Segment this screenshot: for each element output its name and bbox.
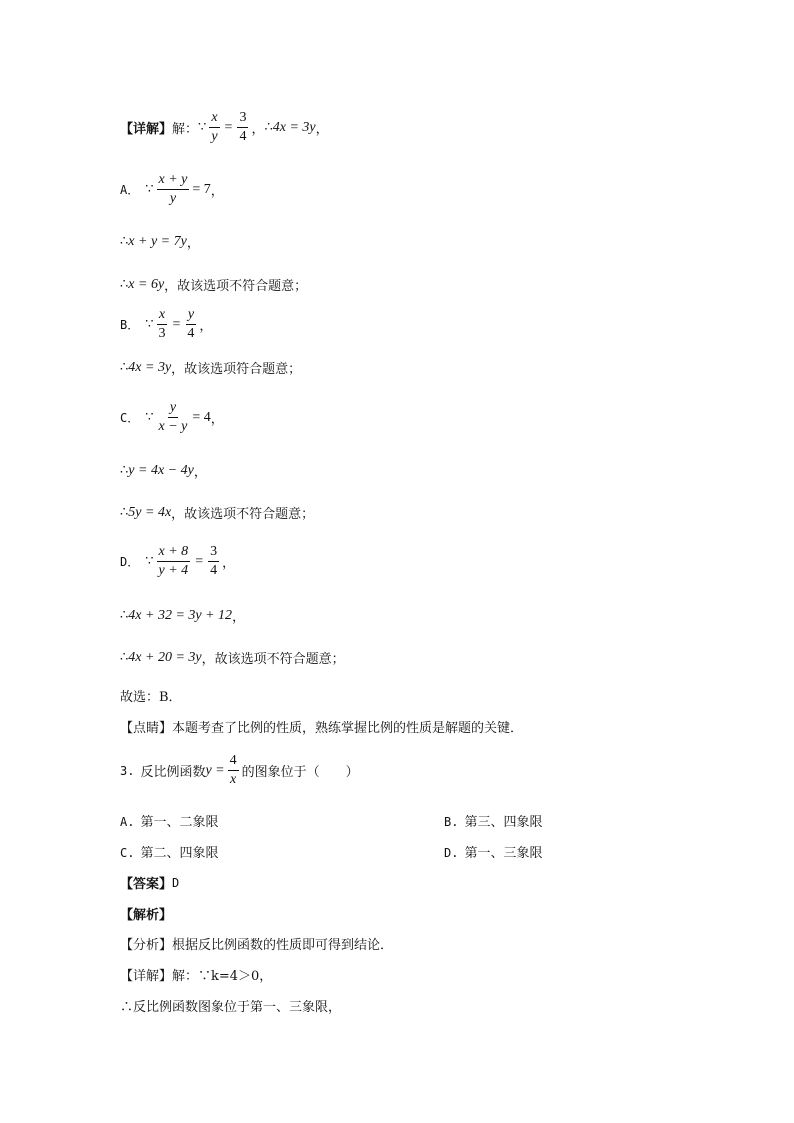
choice-text: 第二、四象限 <box>140 846 219 861</box>
therefore-symbol: ∴ <box>120 650 129 665</box>
numerator: y <box>168 400 178 418</box>
comma: ， <box>186 236 200 251</box>
analysis-header <box>120 904 172 923</box>
choice-c <box>120 842 218 861</box>
fraction <box>157 400 190 435</box>
choice-label: C. <box>120 846 135 860</box>
option-a-step2 <box>120 275 307 294</box>
numerator: y <box>186 307 196 325</box>
equation: 5y = 4x <box>128 504 172 520</box>
verdict: ，故该选项不符合题意； <box>201 652 345 667</box>
numerator: x + y <box>157 172 190 190</box>
option-c-step2 <box>120 503 314 522</box>
choice-d <box>444 842 542 861</box>
question-number: 3. <box>120 763 135 778</box>
equation: 4x = 3y <box>128 359 172 375</box>
detail2-text: 【详解】解：∵k=4＞0， <box>120 969 273 984</box>
function-lhs: y = <box>205 762 225 778</box>
numerator: 3 <box>237 110 248 128</box>
answer-line <box>120 873 185 892</box>
verdict: ，故该选项不符合题意； <box>164 279 308 294</box>
analysis-label: 【解析】 <box>120 908 173 923</box>
equation: 4x = 3y <box>272 119 316 135</box>
denominator: y + 4 <box>158 563 189 578</box>
denominator: x − y <box>158 419 188 434</box>
fraction-x-over-y <box>209 110 219 145</box>
option-c-step1 <box>120 461 207 480</box>
equation: x = 6y <box>128 276 165 292</box>
therefore-symbol: ∴ <box>120 608 129 623</box>
because-symbol: ∵ <box>145 182 154 197</box>
choice-text: 第一、三象限 <box>464 846 543 861</box>
because-symbol: ∵ <box>145 410 154 425</box>
option-d-line <box>120 544 235 579</box>
verdict: ，故该选项符合题意； <box>171 362 302 377</box>
therefore-symbol: ∴ <box>120 234 129 249</box>
numerator: 4 <box>228 753 239 771</box>
conclusion-line <box>120 996 341 1015</box>
question-3 <box>120 753 359 788</box>
choice-label: A. <box>120 815 135 829</box>
denominator: 4 <box>210 563 218 578</box>
option-b-line <box>120 307 212 342</box>
equation: x + y = 7y <box>128 233 187 249</box>
denominator: 3 <box>158 326 166 341</box>
detail-line <box>120 110 329 145</box>
therefore-symbol: ∴ <box>120 505 129 520</box>
comma: ， <box>193 465 207 480</box>
rhs: = 7 <box>192 181 211 197</box>
comma: ， <box>199 319 213 334</box>
therefore-symbol: ∴ <box>264 120 273 135</box>
numerator: x <box>157 307 167 325</box>
solution-prefix: 解： <box>172 122 199 137</box>
because-symbol: ∵ <box>145 317 154 332</box>
therefore-symbol: ∴ <box>120 360 129 375</box>
detail-label: 【详解】 <box>120 122 173 137</box>
option-d-step2 <box>120 648 345 667</box>
fraction-right <box>208 544 219 579</box>
comma: ， <box>210 184 224 199</box>
choice-b <box>444 811 542 830</box>
equation: y = 4x − 4y <box>128 462 194 478</box>
equals-sign: = <box>172 316 181 332</box>
denominator: 4 <box>187 326 195 341</box>
choice-text: 第三、四象限 <box>464 815 543 830</box>
equals-sign: = <box>195 553 204 569</box>
question-text: 反比例函数 <box>140 765 206 780</box>
fraction-right <box>185 307 196 342</box>
option-b-step1 <box>120 358 301 377</box>
option-d-step1 <box>120 606 245 625</box>
equals-sign: = <box>224 119 233 135</box>
numerator: x <box>209 110 219 128</box>
choice-a <box>120 811 218 830</box>
fraction <box>157 172 190 207</box>
denominator: 4 <box>239 129 247 144</box>
because-symbol: ∵ <box>145 554 154 569</box>
fraction-left <box>157 307 168 342</box>
conclusion-text: ∴反比例函数图象位于第一、三象限， <box>120 1000 342 1015</box>
denominator: y <box>211 129 218 144</box>
fraction-4-over-x <box>228 753 239 788</box>
option-b-label: B． <box>120 318 140 332</box>
answer-label: 【答案】 <box>120 877 173 892</box>
denominator: x <box>230 772 237 787</box>
fraction-left <box>157 544 191 579</box>
comma: ， <box>315 122 329 137</box>
therefore-symbol: ∴ <box>120 463 129 478</box>
rhs: = 4 <box>192 409 211 425</box>
choice-text: 第一、二象限 <box>140 815 219 830</box>
numerator: x + 8 <box>157 544 191 562</box>
comment-text: 【点睛】本题考查了比例的性质，熟练掌握比例的性质是解题的关键． <box>120 721 524 736</box>
therefore-symbol: ∴ <box>120 277 129 292</box>
comma: ， <box>251 122 265 137</box>
choice-label: B. <box>444 815 459 829</box>
option-c-label: C． <box>120 411 140 425</box>
question-text-tail: 的图象位于（ ） <box>241 765 359 780</box>
option-a-label: A． <box>120 183 140 197</box>
option-a-step1 <box>120 232 200 251</box>
analysis-text: 【分析】根据反比例函数的性质即可得到结论． <box>120 938 394 953</box>
choose-answer <box>120 686 182 705</box>
comma: ， <box>210 412 224 427</box>
answer-value: D <box>172 875 180 890</box>
analysis-line <box>120 934 393 953</box>
fraction-3-over-4 <box>237 110 248 145</box>
because-symbol: ∵ <box>198 120 207 135</box>
equation: 4x + 32 = 3y + 12 <box>128 607 233 623</box>
verdict: ，故该选项不符合题意； <box>171 507 315 522</box>
denominator: y <box>169 191 177 206</box>
equation: 4x + 20 = 3y <box>128 649 202 665</box>
choose-text: 故选：B． <box>120 690 182 705</box>
numerator: 3 <box>208 544 219 562</box>
choice-label: D. <box>444 846 459 860</box>
option-a-line <box>120 172 224 207</box>
option-d-label: D． <box>120 555 140 569</box>
comma: ， <box>232 610 246 625</box>
comma: ， <box>222 556 236 571</box>
option-c-line <box>120 400 224 435</box>
comment-line <box>120 717 523 736</box>
detail2-line <box>120 965 272 984</box>
